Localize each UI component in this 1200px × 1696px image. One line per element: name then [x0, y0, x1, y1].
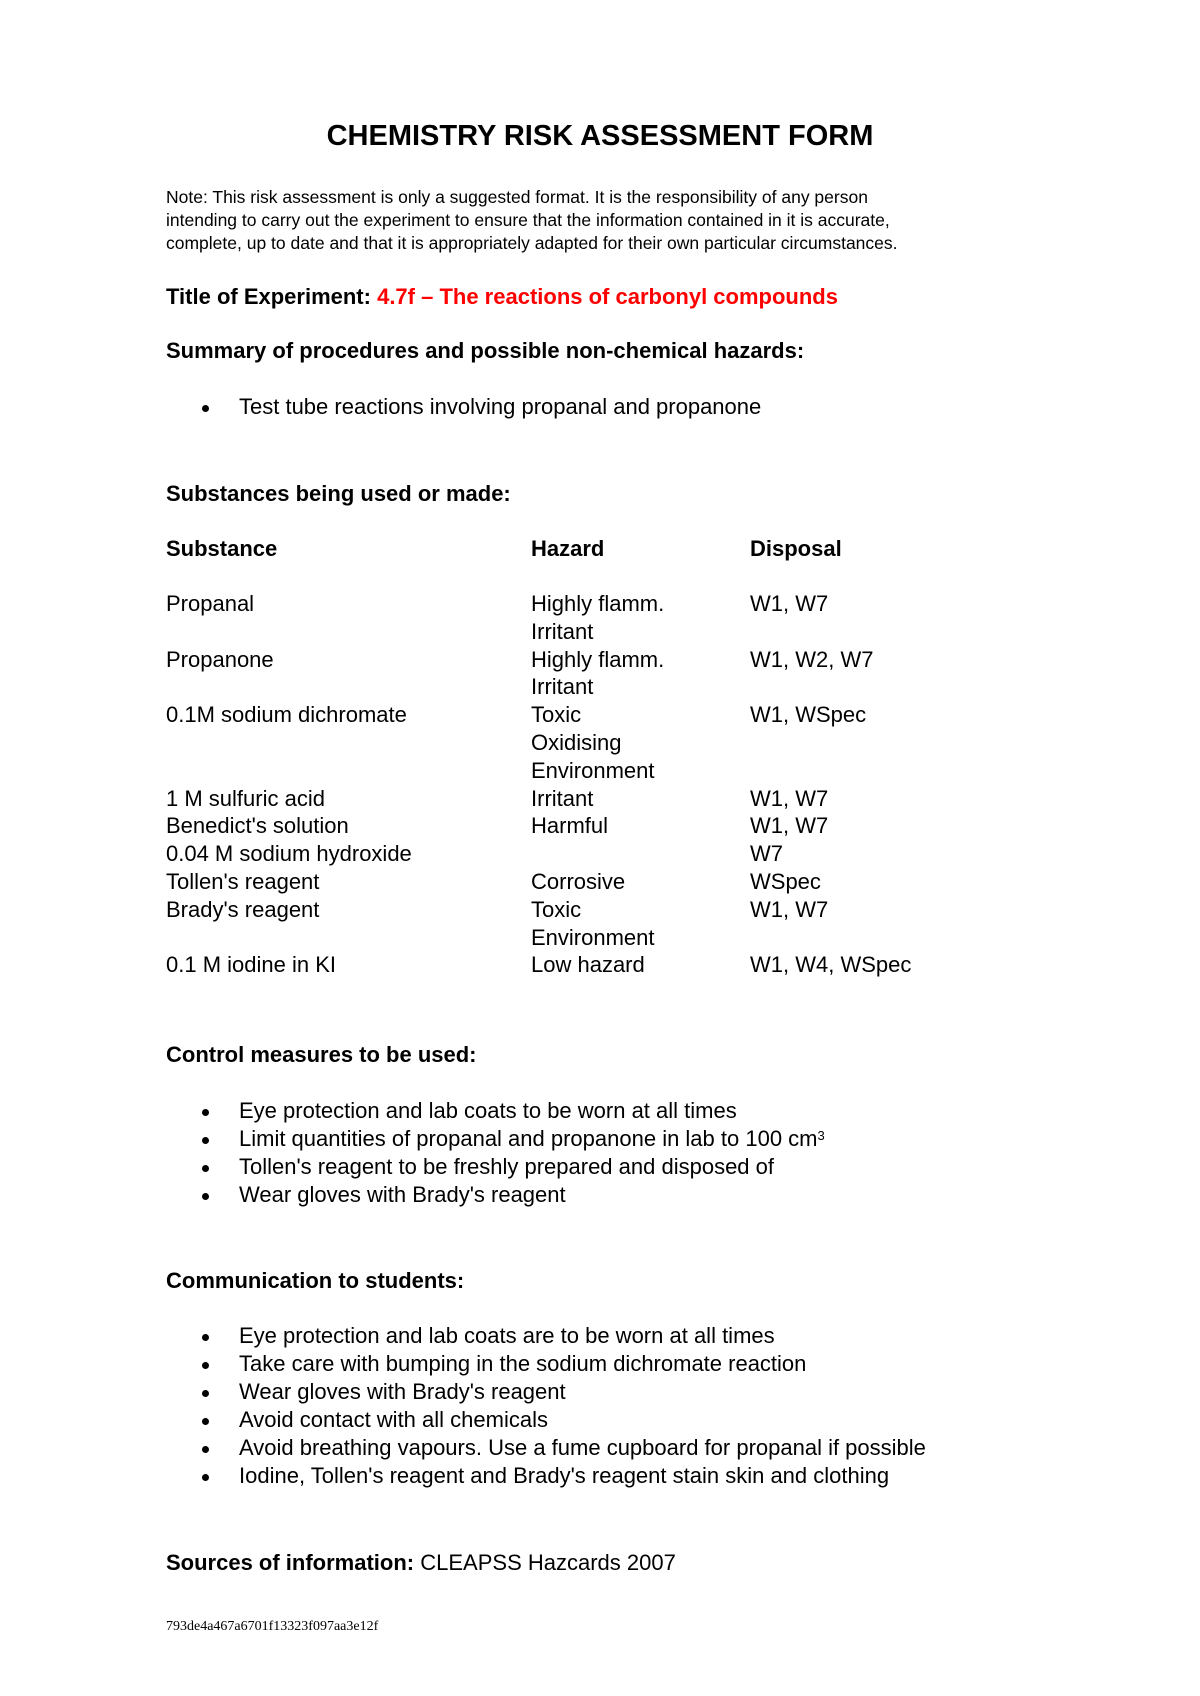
list-item: Iodine, Tollen's reagent and Brady's reagent stain skin and clothing	[166, 1462, 926, 1490]
note-line: complete, up to date and that it is appropriately adapted for their own particular circumstances.	[166, 233, 898, 253]
disposal-cell: W1, W2, W7	[750, 646, 874, 672]
bullet-icon	[202, 1334, 209, 1341]
substance-cell: Tollen's reagent	[166, 869, 320, 894]
substance-cell: 0.1 M iodine in KI	[166, 952, 336, 978]
hazard-cell: Low hazard	[531, 952, 645, 978]
bullet-icon	[202, 1109, 209, 1116]
sources-label: Sources of information:	[166, 1550, 421, 1575]
hazard-cell: Irritant	[531, 674, 594, 700]
bullet-icon	[202, 1362, 209, 1369]
substance-cell: Brady's reagent	[166, 896, 320, 922]
page-title: CHEMISTRY RISK ASSESSMENT FORM	[326, 120, 874, 152]
substance-cell: 1 M sulfuric acid	[166, 785, 325, 811]
note-line: intending to carry out the experiment to ensure that the information contained in it is accurate,	[166, 210, 890, 230]
hazard-cell: Toxic	[531, 702, 582, 728]
hazard-cell: Highly flamm.	[531, 591, 665, 616]
list-item: Test tube reactions involving propanal and propanone	[166, 393, 761, 421]
bullet-icon	[202, 1137, 209, 1144]
list-item: Avoid contact with all chemicals	[166, 1406, 926, 1434]
disposal-cell: W1, WSpec	[750, 702, 867, 728]
hazard-cell: Oxidising	[531, 730, 622, 755]
list-item: Wear gloves with Brady's reagent	[166, 1378, 926, 1406]
substance-cell: 0.1M sodium dichromate	[166, 702, 407, 728]
column-header-substance: Substance	[166, 536, 278, 561]
summary-heading: Summary of procedures and possible non-chemical hazards:	[166, 338, 805, 363]
bullet-icon	[202, 405, 209, 412]
hazard-cell: Environment	[531, 757, 655, 783]
hazard-cell: Irritant	[531, 618, 594, 644]
communication-list	[166, 1322, 926, 1490]
document-hash: 793de4a467a6701f13323f097aa3e12f	[166, 1619, 379, 1634]
disposal-cell: W1, W4, WSpec	[750, 952, 912, 978]
hazard-cell: Harmful	[531, 813, 609, 839]
bullet-icon	[202, 1418, 209, 1425]
hazard-cell: Corrosive	[531, 869, 626, 894]
hazard-cell: Toxic	[531, 896, 582, 922]
list-item: Limit quantities of propanal and propanone in lab to 100 $cm^3$	[166, 1125, 825, 1153]
disposal-cell: W1, W7	[750, 591, 829, 616]
disposal-cell: W1, W7	[750, 813, 829, 839]
disposal-cell: W7	[750, 841, 783, 867]
hazard-cell: Highly flamm.	[531, 646, 665, 672]
list-item: Wear gloves with Brady's reagent	[166, 1181, 825, 1209]
communication-heading: Communication to students:	[166, 1268, 465, 1293]
bullet-icon	[202, 1446, 209, 1453]
control-measures-list	[166, 1097, 825, 1209]
summary-list	[166, 393, 761, 421]
experiment-title-label: Title of Experiment:	[166, 284, 378, 309]
disposal-cell: WSpec	[750, 869, 821, 894]
experiment-title	[166, 284, 838, 310]
hazard-cell: Environment	[531, 924, 655, 950]
bullet-icon	[202, 1165, 209, 1172]
hazard-cell: Irritant	[531, 785, 594, 811]
sources-of-information	[166, 1550, 676, 1576]
bullet-icon	[202, 1474, 209, 1481]
substance-cell: Benedict's solution	[166, 813, 349, 839]
control-measures-heading: Control measures to be used:	[166, 1042, 477, 1067]
substance-cell: 0.04 M sodium hydroxide	[166, 841, 412, 867]
substances-heading: Substances being used or made:	[166, 481, 511, 506]
substance-cell: Propanone	[166, 646, 274, 672]
column-header-hazard: Hazard	[531, 536, 605, 561]
list-item: Tollen's reagent to be freshly prepared and disposed of	[166, 1153, 825, 1181]
note-line: Note: This risk assessment is only a suggested format. It is the responsibility of any person	[166, 187, 868, 207]
list-item: Take care with bumping in the sodium dichromate reaction	[166, 1350, 926, 1378]
disposal-cell: W1, W7	[750, 896, 829, 922]
column-header-disposal: Disposal	[750, 536, 842, 561]
superscript: 3	[817, 1128, 825, 1143]
list-item: Avoid breathing vapours. Use a fume cupboard for propanal if possible	[166, 1434, 926, 1462]
list-item: Eye protection and lab coats to be worn at all times	[166, 1097, 825, 1125]
disclaimer-note	[166, 186, 1046, 255]
disposal-cell: W1, W7	[750, 785, 829, 811]
list-item: Eye protection and lab coats are to be worn at all times	[166, 1322, 926, 1350]
bullet-icon	[202, 1390, 209, 1397]
substance-cell: Propanal	[166, 591, 255, 616]
bullet-icon	[202, 1193, 209, 1200]
experiment-title-value: 4.7f – The reactions of carbonyl compounds	[377, 284, 838, 309]
sources-value: CLEAPSS Hazcards 2007	[420, 1550, 676, 1575]
